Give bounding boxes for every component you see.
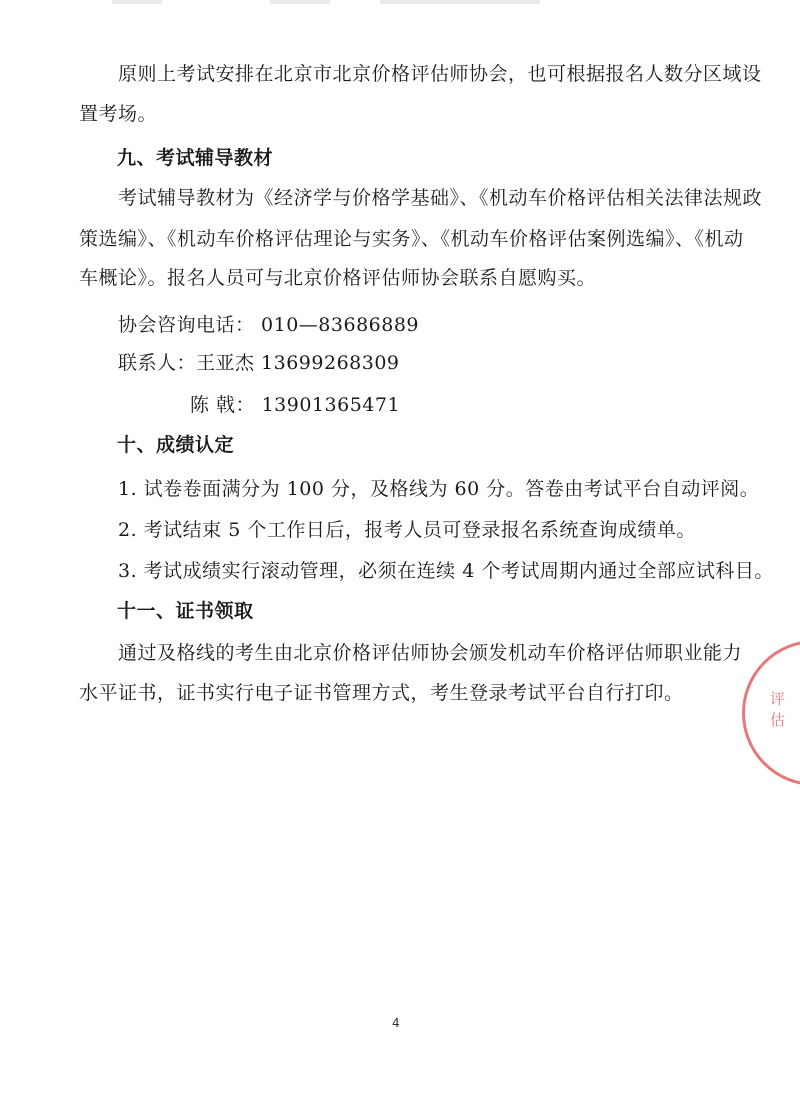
contact-person-1: 联系人：王亚杰 13699268309 [118, 352, 400, 374]
scan-artifact [380, 0, 540, 4]
paragraph-venue-line-2: 置考场。 [79, 103, 158, 125]
section-heading-materials: 九、考试辅导教材 [117, 147, 274, 169]
consult-phone: 协会咨询电话： 010—83686889 [118, 314, 420, 336]
paragraph-materials-line-1: 考试辅导教材为《经济学与价格学基础》、《机动车价格评估相关法律法规政 [118, 187, 763, 209]
score-item-3: 3. 考试成绩实行滚动管理，必须在连续 4 个考试周期内通过全部应试科目。 [118, 560, 774, 582]
score-item-1: 1. 试卷卷面满分为 100 分，及格线为 60 分。答卷由考试平台自动评阅。 [118, 478, 760, 500]
paragraph-certificate-line-1: 通过及格线的考生由北京价格评估师协会颁发机动车价格评估师职业能力 [118, 642, 743, 664]
page-number: 4 [392, 1016, 400, 1030]
scan-artifact [112, 0, 162, 4]
score-item-2: 2. 考试结束 5 个工作日后，报考人员可登录报名系统查询成绩单。 [118, 519, 696, 541]
paragraph-venue-line-1: 原则上考试安排在北京市北京价格评估师协会，也可根据报名人数分区域设 [118, 63, 762, 85]
paragraph-materials-line-2: 策选编》、《机动车价格评估理论与实务》、《机动车价格评估案例选编》、《机动 [79, 228, 744, 250]
contact-person-2: 陈 戟： 13901365471 [190, 394, 401, 416]
paragraph-certificate-line-2: 水平证书，证书实行电子证书管理方式，考生登录考试平台自行打印。 [79, 682, 684, 704]
scan-artifact [270, 0, 330, 4]
section-heading-scores: 十、成绩认定 [117, 434, 235, 456]
section-heading-certificate: 十一、证书领取 [117, 600, 254, 622]
seal-text: 评 估 [770, 690, 788, 729]
paragraph-materials-line-3: 车概论》。报名人员可与北京价格评估师协会联系自愿购买。 [79, 267, 597, 289]
